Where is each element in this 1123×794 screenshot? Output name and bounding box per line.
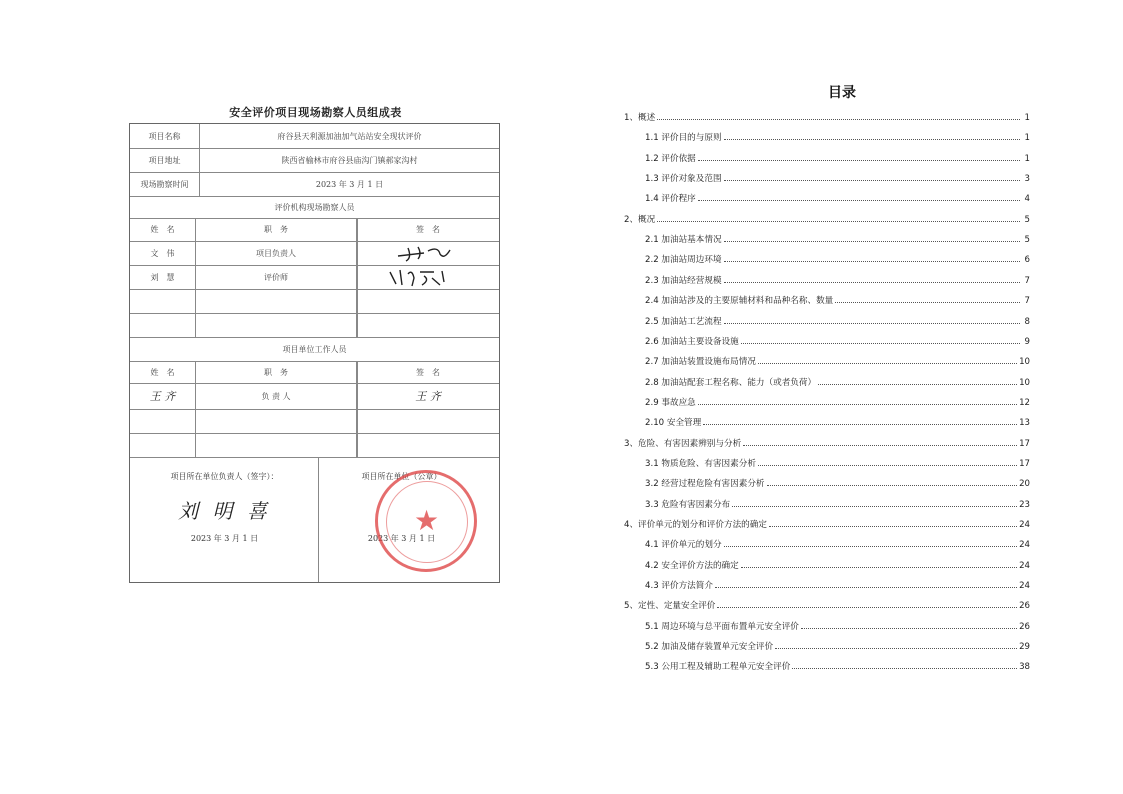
toc-leader-dots xyxy=(741,566,1017,568)
toc-leader-dots xyxy=(758,362,1017,364)
row-survey-time xyxy=(130,172,499,197)
row-project-address xyxy=(130,148,499,173)
agency-member-name: 刘 慧 xyxy=(130,265,196,289)
agency-empty-row xyxy=(130,289,499,314)
toc-entry[interactable] xyxy=(645,577,1030,591)
toc-entry-page: 26 xyxy=(1019,621,1030,632)
toc-leader-dots xyxy=(818,383,1017,385)
right-page-toc xyxy=(561,0,1123,794)
toc-leader-dots xyxy=(724,322,1020,324)
agency-section-title: 评价机构现场勘察人员 xyxy=(274,202,355,212)
toc-entry-label: 5.2 加油及储存装置单元安全评价 xyxy=(645,642,774,653)
agency-member-duty: 项目负责人 xyxy=(196,241,357,265)
agency-row xyxy=(130,241,499,266)
toc-entry[interactable] xyxy=(624,597,1030,611)
toc-entry-label: 2、概况 xyxy=(624,214,656,225)
project-address-label: 项目地址 xyxy=(130,148,200,172)
toc-leader-dots xyxy=(758,464,1017,466)
toc-entry-label: 4.1 评价单元的划分 xyxy=(645,540,722,551)
toc-entry-label: 4.2 安全评价方法的确定 xyxy=(645,560,739,571)
toc-entry[interactable] xyxy=(645,414,1030,428)
toc-leader-dots xyxy=(767,484,1018,486)
unit-section-header xyxy=(130,337,499,362)
agency-member-signature xyxy=(357,241,499,265)
toc-entry-label: 1.3 评价对象及范围 xyxy=(645,174,722,185)
toc-leader-dots xyxy=(769,525,1017,527)
seal-date: 2023 年 3 月 1 日 xyxy=(367,534,436,543)
toc-entry-page: 24 xyxy=(1019,540,1030,551)
toc-leader-dots xyxy=(698,199,1020,201)
toc-entry-page: 1 xyxy=(1024,133,1030,144)
toc-entry-page: 24 xyxy=(1019,560,1030,571)
toc-leader-dots xyxy=(724,240,1020,242)
seal-label: 项目所在单位（公章） xyxy=(361,472,442,481)
toc-entry-page: 10 xyxy=(1019,377,1030,388)
toc-leader-dots xyxy=(835,301,1020,303)
toc-entry-label: 1.2 评价依据 xyxy=(645,153,696,164)
toc-entry[interactable] xyxy=(645,394,1030,408)
toc-entry-page: 5 xyxy=(1024,214,1030,225)
toc-entry-page: 5 xyxy=(1024,235,1030,246)
leader-sign-label: 项目所在单位负责人（签字）： xyxy=(170,472,279,481)
handwritten-signature xyxy=(378,266,478,288)
toc-entry-page: 29 xyxy=(1019,642,1030,653)
toc-entry[interactable] xyxy=(645,129,1030,143)
toc-entry-page: 23 xyxy=(1019,499,1030,510)
project-name-value: 府谷县天利源加油加气站站安全现状评价 xyxy=(277,131,422,141)
sign-column-divider xyxy=(357,361,358,457)
toc-entry[interactable] xyxy=(645,272,1030,286)
toc-entry-page: 1 xyxy=(1024,113,1030,123)
toc-entry-label: 1.1 评价目的与原则 xyxy=(645,133,722,144)
toc-entry[interactable] xyxy=(645,536,1030,550)
handwritten-signature xyxy=(378,242,478,264)
toc-leader-dots xyxy=(724,138,1020,140)
toc-leader-dots xyxy=(724,281,1020,283)
toc-entry[interactable] xyxy=(645,150,1030,164)
toc-entry[interactable] xyxy=(645,231,1030,245)
toc-leader-dots xyxy=(732,505,1017,507)
toc-entry-page: 3 xyxy=(1024,174,1030,185)
toc-leader-dots xyxy=(657,220,1020,222)
toc-leader-dots xyxy=(801,627,1017,629)
survey-form-table xyxy=(129,123,500,583)
col-duty-header: 职 务 xyxy=(196,361,357,383)
toc-entry-label: 2.8 加油站配套工程名称、能力（或者负荷） xyxy=(645,377,817,388)
unit-empty-row xyxy=(130,409,499,434)
empty-cell xyxy=(196,313,357,337)
toc-leader-dots xyxy=(698,403,1017,405)
project-address-value: 陕西省榆林市府谷县庙沟门镇郝家沟村 xyxy=(281,155,418,165)
toc-entry-page: 9 xyxy=(1024,336,1030,347)
toc-entry[interactable] xyxy=(645,313,1030,327)
col-duty-header: 职 务 xyxy=(196,218,357,241)
toc-entry-page: 17 xyxy=(1019,458,1030,469)
leader-signature: 刘 明 喜 xyxy=(178,499,271,523)
col-sign-header: 签 名 xyxy=(416,225,440,234)
empty-cell xyxy=(130,409,196,433)
toc-entry[interactable] xyxy=(645,251,1030,265)
col-name-header: 姓 名 xyxy=(130,361,196,383)
seal-star-icon: ★ xyxy=(414,504,440,537)
toc-entry[interactable] xyxy=(645,374,1030,388)
toc-entry[interactable] xyxy=(624,109,1030,123)
toc-entry[interactable] xyxy=(645,496,1030,510)
agency-member-name: 文 伟 xyxy=(130,241,196,265)
toc-leader-dots xyxy=(715,586,1017,588)
leader-sign-box xyxy=(130,457,319,582)
toc-entry-label: 3.2 经营过程危险有害因素分析 xyxy=(645,479,765,490)
toc-entry[interactable] xyxy=(645,292,1030,306)
unit-member-signature: 王 齐 xyxy=(415,390,441,403)
unit-column-header xyxy=(130,361,499,384)
toc-entry[interactable] xyxy=(645,353,1030,367)
toc-entry-page: 7 xyxy=(1024,275,1030,286)
toc-leader-dots xyxy=(724,545,1018,547)
toc-entry[interactable] xyxy=(645,557,1030,571)
toc-entry-label: 3、危险、有害因素辨别与分析 xyxy=(624,438,742,449)
toc-entry-label: 2.9 事故应急 xyxy=(645,397,696,408)
empty-cell xyxy=(196,289,357,313)
toc-leader-dots xyxy=(775,647,1017,649)
toc-entry-label: 3.3 危险有害因素分布 xyxy=(645,499,731,510)
toc-entry-label: 2.2 加油站周边环境 xyxy=(645,255,722,266)
toc-leader-dots xyxy=(743,444,1017,446)
toc-leader-dots xyxy=(724,179,1020,181)
empty-cell xyxy=(130,289,196,313)
toc-entry-label: 2.6 加油站主要设备设施 xyxy=(645,336,739,347)
agency-empty-row xyxy=(130,313,499,338)
toc-leader-dots xyxy=(703,423,1017,425)
toc-entry-page: 10 xyxy=(1019,357,1030,368)
toc-entry-label: 5.3 公用工程及辅助工程单元安全评价 xyxy=(645,662,791,673)
row-project-name xyxy=(130,124,499,149)
toc-entry[interactable] xyxy=(645,618,1030,632)
agency-row xyxy=(130,265,499,290)
unit-section-title: 项目单位工作人员 xyxy=(282,344,347,354)
agency-section-header xyxy=(130,196,499,219)
toc-entry[interactable] xyxy=(624,211,1030,225)
toc-entry-page: 12 xyxy=(1019,397,1030,408)
toc-entry-page: 4 xyxy=(1024,194,1030,205)
toc-entry-label: 2.10 安全管理 xyxy=(645,418,702,429)
empty-cell xyxy=(196,409,357,433)
toc-entry-label: 1.4 评价程序 xyxy=(645,194,696,205)
col-name-header: 姓 名 xyxy=(130,218,196,241)
toc-entry[interactable] xyxy=(645,190,1030,204)
agency-column-header xyxy=(130,218,499,242)
unit-member-name: 王 齐 xyxy=(130,383,196,409)
empty-cell xyxy=(196,433,357,457)
project-name-label: 项目名称 xyxy=(130,124,200,148)
toc-entry-label: 2.1 加油站基本情况 xyxy=(645,235,722,246)
left-page-survey-form xyxy=(0,0,561,794)
unit-empty-row xyxy=(130,433,499,458)
toc-entry[interactable] xyxy=(645,658,1030,672)
toc-entry[interactable] xyxy=(645,455,1030,469)
sign-column-divider xyxy=(357,218,358,337)
company-seal-stamp xyxy=(375,470,477,572)
toc-leader-dots xyxy=(657,118,1020,120)
toc-entry-page: 17 xyxy=(1019,438,1030,449)
toc-entry-label: 3.1 物质危险、有害因素分析 xyxy=(645,458,756,469)
toc-entry-label: 1、概述 xyxy=(624,113,656,123)
empty-cell xyxy=(130,313,196,337)
toc-leader-dots xyxy=(698,159,1020,161)
toc-entry[interactable] xyxy=(645,638,1030,652)
toc-leader-dots xyxy=(741,342,1020,344)
toc-entry-page: 20 xyxy=(1019,479,1030,490)
toc-entry-label: 2.5 加油站工艺流程 xyxy=(645,316,722,327)
toc-entry-page: 6 xyxy=(1024,255,1030,266)
toc-entry-page: 1 xyxy=(1024,153,1030,164)
survey-time-label: 现场勘察时间 xyxy=(130,172,200,196)
toc-entry[interactable] xyxy=(645,475,1030,489)
agency-member-duty: 评价师 xyxy=(196,265,357,289)
toc-entry[interactable] xyxy=(645,170,1030,184)
empty-cell xyxy=(130,433,196,457)
toc-entry[interactable] xyxy=(645,333,1030,347)
unit-row xyxy=(130,383,499,410)
toc-entry-page: 24 xyxy=(1019,581,1030,592)
toc-entry[interactable] xyxy=(624,516,1030,530)
toc-leader-dots xyxy=(717,606,1017,608)
toc-entry-label: 2.3 加油站经营规模 xyxy=(645,275,722,286)
toc-entry-page: 26 xyxy=(1019,601,1030,612)
survey-time-value: 2023 年 3 月 1 日 xyxy=(315,179,384,189)
toc-entry-page: 38 xyxy=(1019,662,1030,673)
toc-entry-label: 2.7 加油站装置设施布局情况 xyxy=(645,357,756,368)
toc-entry-page: 24 xyxy=(1019,520,1030,530)
toc-entry-label: 5.1 周边环境与总平面布置单元安全评价 xyxy=(645,621,799,632)
toc-leader-dots xyxy=(724,260,1020,262)
form-title: 安全评价项目现场勘察人员组成表 xyxy=(229,106,402,119)
toc-entry-label: 4.3 评价方法简介 xyxy=(645,581,713,592)
toc-entry-page: 8 xyxy=(1024,316,1030,327)
toc-entry[interactable] xyxy=(624,435,1030,449)
toc-entry-label: 5、定性、定量安全评价 xyxy=(624,601,716,612)
toc-entry-label: 2.4 加油站涉及的主要原辅材料和品种名称、数量 xyxy=(645,296,834,307)
toc-entry-label: 4、评价单元的划分和评价方法的确定 xyxy=(624,520,767,530)
toc-title: 目录 xyxy=(828,85,856,101)
agency-member-signature xyxy=(357,265,499,289)
toc-leader-dots xyxy=(792,667,1017,669)
toc-entry-page: 7 xyxy=(1024,296,1030,307)
toc-entry-page: 13 xyxy=(1019,418,1030,429)
col-sign-header: 签 名 xyxy=(416,367,440,377)
unit-member-duty: 负 责 人 xyxy=(196,383,357,409)
leader-sign-date: 2023 年 3 月 1 日 xyxy=(190,534,259,543)
